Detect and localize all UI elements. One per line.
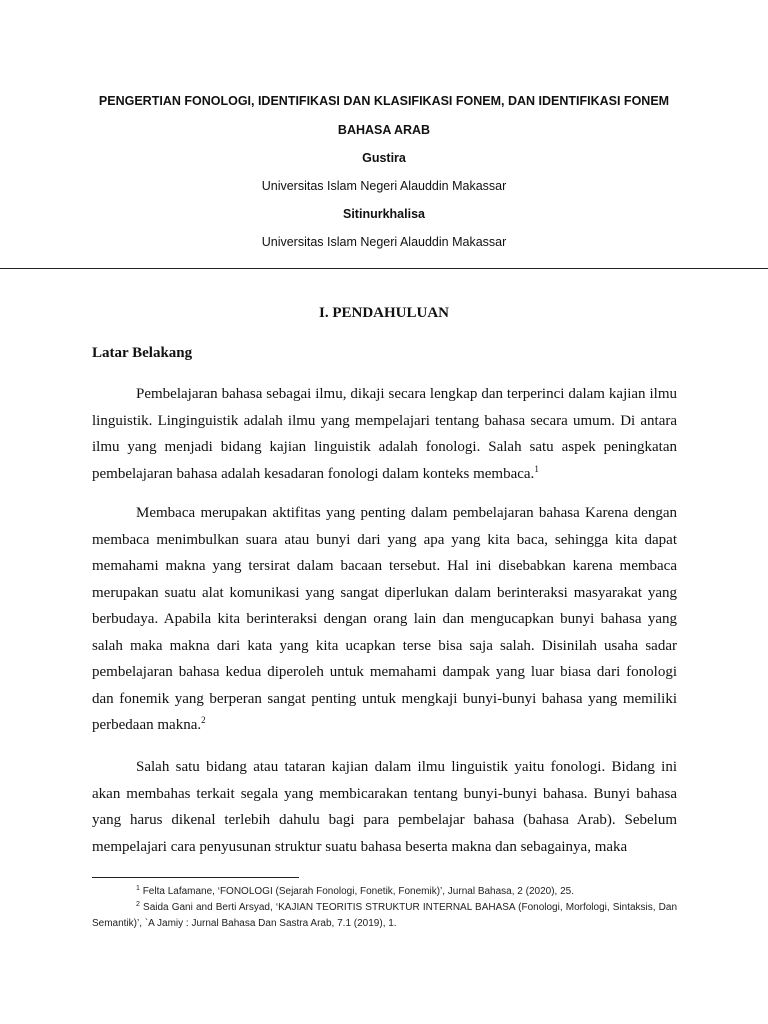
paragraph-3-text: Salah satu bidang atau tataran kajian dalam ilmu linguistik yaitu fonologi. Bidang ini akan membahas terkait segala yang membicarakan tentang bunyi-bunyi bahasa. Bunyi bahasa yang harus dikenal terlebih dahulu bagi para pembelajar bahasa (bahasa Arab). Sebelum mempelajari cara penyusunan struktur suatu bahasa beserta makna dan sebagainya, maka <box>92 759 677 855</box>
footnote-2-text: Saida Gani and Berti Arsyad, ‘KAJIAN TEORITIS STRUKTUR INTERNAL BAHASA (Fonologi, Morfologi, Sintaksis, Dan Semantik)’, `A Jamiy : Jurnal Bahasa Dan Sastra Arab, 7.1 (2019), 1. <box>92 902 678 929</box>
author-2: Sitinurkhalisa <box>343 207 425 221</box>
paragraph-2-text: Membaca merupakan aktifitas yang penting dalam pembelajaran bahasa Karena dengan membaca menimbulkan suara atau bunyi dari yang apa yang kita baca, sehingga kita dapat memahami makna yang tersirat dalam bacaan tersebut. Hal ini disebabkan karena membaca merupakan suatu alat komunikasi yang sangat diperlukan dalam berinteraksi masyarakat yang berbudaya. Apabila kita berinteraksi dengan orang lain dan mengucapkan bunyi bahasa yang salah maka makna dari kata yang kita ucapkan terse bisa saja salah. Disinilah usaha sadar pembelajaran bahasa kedua diperoleh untuk memahami dampak yang luar biasa dari fonologi dan fonemik yang berperan sangat penting untuk mengkaji bunyi-bunyi bahasa yang memiliki perbedaan makna. <box>92 505 677 733</box>
affiliation-1: Universitas Islam Negeri Alauddin Makassar <box>261 179 507 193</box>
paragraph-1-text: Pembelajaran bahasa sebagai ilmu, dikaji secara lengkap dan terperinci dalam kajian ilmu linguistik. Linginguistik adalah ilmu yang mempelajari tentang bahasa secara umum. Di antara ilmu yang menjadi bidang kajian linguistik adalah fonologi. Salah satu aspek peningkatan pembelajaran bahasa adalah kesadaran fonologi dalam konteks membaca. <box>92 386 677 482</box>
paragraph-2 <box>92 500 677 739</box>
paragraph-3 <box>92 754 677 860</box>
title-line-1: PENGERTIAN FONOLOGI, IDENTIFIKASI DAN KLASIFIKASI FONEM, DAN IDENTIFIKASI FONEM <box>98 94 670 108</box>
paragraph-1 <box>92 381 677 487</box>
footnote-2 <box>92 900 677 932</box>
author-1: Gustira <box>362 151 406 165</box>
footnote-divider <box>92 877 299 878</box>
footnote-ref-2: 2 <box>201 715 206 725</box>
header-divider <box>0 268 768 269</box>
title-line-2: BAHASA ARAB <box>337 123 431 137</box>
footnote-1-text: Felta Lafamane, ‘FONOLOGI (Sejarah Fonologi, Fonetik, Fonemik)’, Jurnal Bahasa, 2 (2020), 25. <box>142 886 575 897</box>
section-heading: I. PENDAHULUAN <box>318 305 449 321</box>
affiliation-2: Universitas Islam Negeri Alauddin Makassar <box>261 235 507 249</box>
footnote-2-number: 2 <box>136 901 140 908</box>
footnote-1 <box>92 884 677 900</box>
footnote-ref-1: 1 <box>534 463 539 474</box>
footnote-1-number: 1 <box>136 885 140 892</box>
subsection-heading: Latar Belakang <box>92 345 193 361</box>
